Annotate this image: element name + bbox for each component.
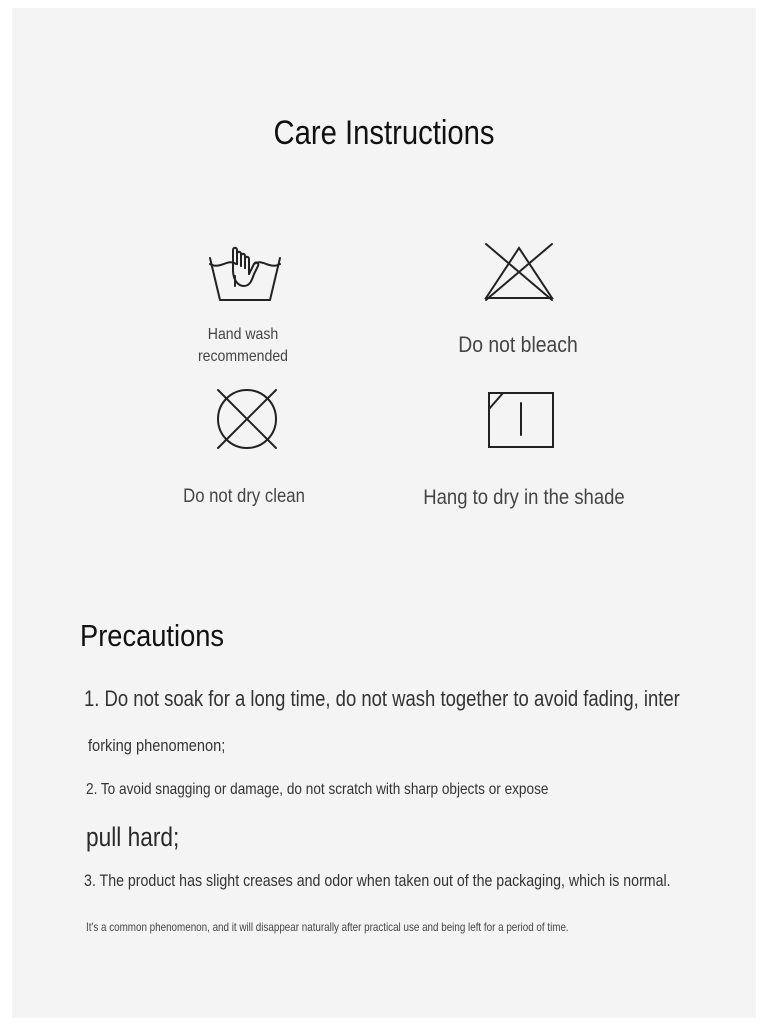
hand-wash-icon: [206, 240, 284, 304]
hand-wash-label-line1: Hand wash: [207, 326, 279, 343]
hand-wash-label-line2: recommended: [197, 348, 289, 365]
page-title: Care Instructions: [273, 114, 495, 152]
precaution-1-line-2: forking phenomenon;: [88, 736, 226, 755]
care-card: [12, 8, 756, 1018]
do-not-bleach-icon: [482, 240, 556, 304]
do-not-bleach-label: Do not bleach: [458, 332, 578, 357]
precaution-1-line-1: 1. Do not soak for a long time, do not wash together to avoid fading, inter: [84, 686, 680, 711]
precaution-3-line-2: It's a common phenomenon, and it will disappear naturally after practical use and being left for a period of time.: [86, 920, 569, 934]
precautions-heading: Precautions: [80, 618, 225, 653]
do-not-dry-clean-icon: [212, 384, 282, 454]
precaution-2-line-1: 2. To avoid snagging or damage, do not scratch with sharp objects or expose: [86, 781, 549, 798]
precaution-3-line-1: 3. The product has slight creases and odor when taken out of the packaging, which is normal.: [84, 872, 671, 890]
hang-to-dry-label: Hang to dry in the shade: [423, 486, 625, 509]
precaution-2-line-2: pull hard;: [86, 822, 180, 852]
do-not-dry-clean-label: Do not dry clean: [183, 486, 305, 507]
hand-wash-label: [177, 324, 309, 368]
dry-in-shade-icon: [486, 390, 556, 450]
